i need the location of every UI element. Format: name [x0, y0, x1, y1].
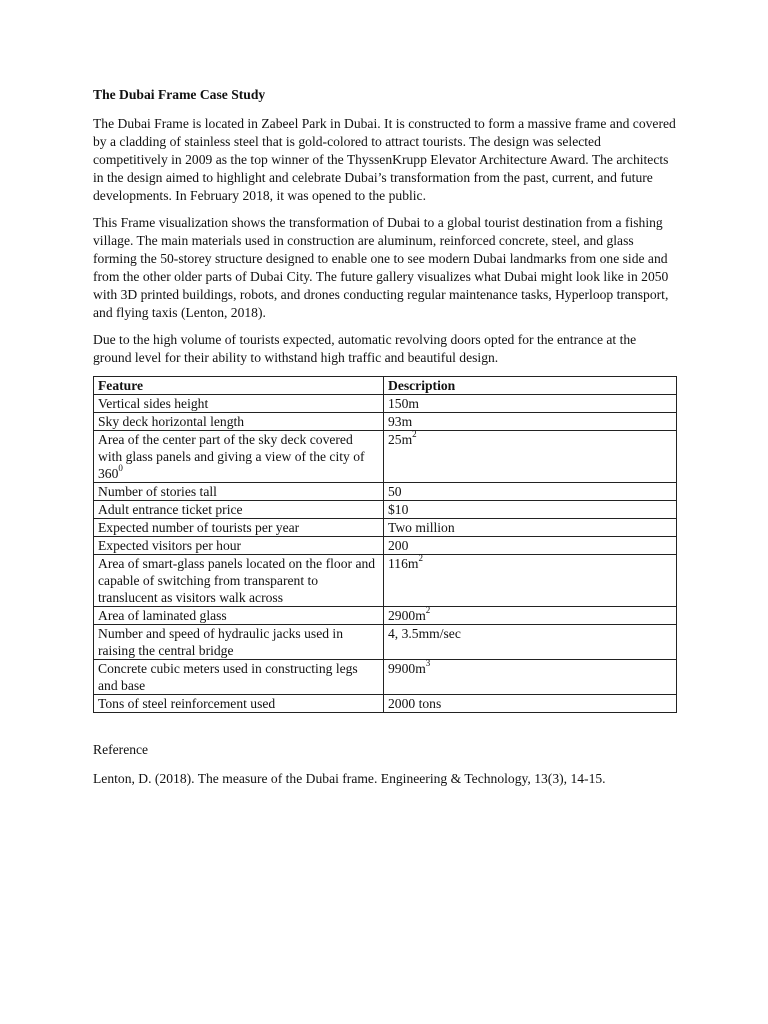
features-table — [93, 376, 677, 713]
table-header-row — [94, 377, 677, 395]
feature-cell: Area of the center part of the sky deck covered with glass panels and giving a view of the city of $360^0$ — [94, 431, 384, 483]
feature-cell: Tons of steel reinforcement used — [94, 695, 384, 713]
document-title: The Dubai Frame Case Study — [93, 87, 266, 102]
table-row — [94, 395, 677, 413]
description-cell: 50 — [384, 483, 677, 501]
description-cell: $116m^2$ — [384, 555, 677, 607]
description-cell: 150m — [384, 395, 677, 413]
reference-entry: Lenton, D. (2018). The measure of the Dubai frame. Engineering & Technology, 13(3), 14-15. — [93, 771, 606, 786]
description-cell: $2900m^2$ — [384, 607, 677, 625]
description-cell: Two million — [384, 519, 677, 537]
table-row — [94, 483, 677, 501]
description-cell: $9900m^3$ — [384, 660, 677, 695]
description-cell: 2000 tons — [384, 695, 677, 713]
table-row — [94, 431, 677, 483]
table-body — [94, 395, 677, 713]
feature-cell: Expected visitors per hour — [94, 537, 384, 555]
table-row — [94, 519, 677, 537]
feature-cell: Concrete cubic meters used in constructing legs and base — [94, 660, 384, 695]
description-cell: $25m^2$ — [384, 431, 677, 483]
feature-cell: Area of smart-glass panels located on the floor and capable of switching from transparent to translucent as visitors walk across — [94, 555, 384, 607]
paragraph-visualization: This Frame visualization shows the transformation of Dubai to a global tourist destination from a fishing village. The main materials used in construction are aluminum, reinforced concrete, steel, and glass forming the 50-storey structure designed to enable one to see modern Dubai landmarks from one side and from the other older parts of Dubai City. The future gallery visualizes what Dubai might look like in 2050 with 3D printed buildings, robots, and drones conducting regular maintenance tasks, Hyperloop transport, and flying taxis (Lenton, 2018). — [93, 215, 669, 320]
table-row — [94, 625, 677, 660]
document-page — [93, 86, 676, 788]
reference-heading: Reference — [93, 742, 149, 757]
table-row — [94, 501, 677, 519]
description-cell: $10 — [384, 501, 677, 519]
feature-cell: Number of stories tall — [94, 483, 384, 501]
feature-cell: Vertical sides height — [94, 395, 384, 413]
table-row — [94, 537, 677, 555]
feature-cell: Number and speed of hydraulic jacks used in raising the central bridge — [94, 625, 384, 660]
paragraph-intro: The Dubai Frame is located in Zabeel Park in Dubai. It is constructed to form a massive frame and covered by a cladding of stainless steel that is gold-colored to attract tourists. The design was selected competitively in 2009 as the top winner of the ThyssenKrupp Elevator Architecture Award. The architects in the design aimed to highlight and celebrate Dubai’s transformation from the past, current, and future developments. In February 2018, it was opened to the public. — [93, 116, 676, 203]
feature-cell: Area of laminated glass — [94, 607, 384, 625]
description-cell: 4, 3.5mm/sec — [384, 625, 677, 660]
table-row — [94, 413, 677, 431]
table-row — [94, 607, 677, 625]
table-row — [94, 695, 677, 713]
feature-cell: Sky deck horizontal length — [94, 413, 384, 431]
description-cell: 93m — [384, 413, 677, 431]
feature-cell: Adult entrance ticket price — [94, 501, 384, 519]
paragraph-revolving-doors: Due to the high volume of tourists expected, automatic revolving doors opted for the entrance at the ground level for their ability to withstand high traffic and beautiful design. — [93, 332, 637, 365]
header-description: Description — [384, 377, 677, 395]
feature-cell: Expected number of tourists per year — [94, 519, 384, 537]
table-row — [94, 660, 677, 695]
table-row — [94, 555, 677, 607]
description-cell: 200 — [384, 537, 677, 555]
header-feature: Feature — [94, 377, 384, 395]
